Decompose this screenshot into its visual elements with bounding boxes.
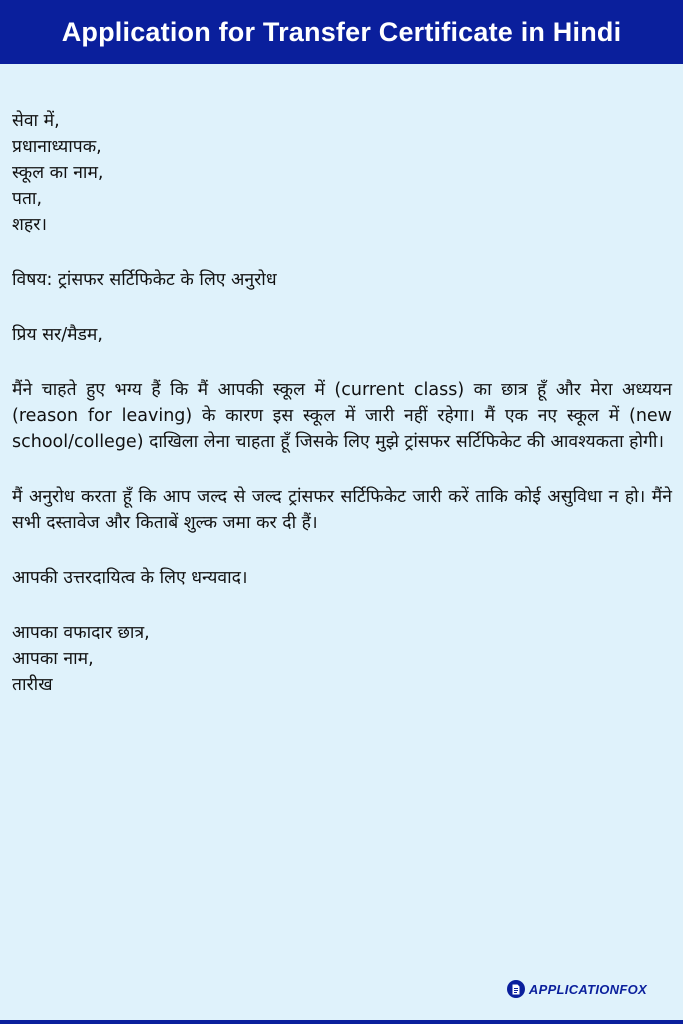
page-header — [0, 0, 683, 64]
letter-body — [12, 108, 672, 698]
closing-line: तारीख — [12, 675, 53, 695]
address-line: पता, — [12, 189, 43, 209]
salutation: प्रिय सर/मैडम, — [12, 325, 103, 345]
address-line: शहर। — [12, 215, 47, 235]
subject-line: विषय: ट्रांसफर सर्टिफिकेट के लिए अनुरोध — [12, 270, 277, 290]
closing-line: आपका वफादार छात्र, — [12, 623, 150, 643]
document-icon — [507, 980, 525, 998]
closing-block — [12, 620, 672, 698]
recipient-address — [12, 108, 672, 238]
address-line: प्रधानाध्यापक, — [12, 137, 102, 157]
closing-line: आपका नाम, — [12, 649, 94, 669]
address-line: स्कूल का नाम, — [12, 163, 104, 183]
page-title: Application for Transfer Certificate in Hindi — [61, 16, 622, 47]
body-paragraph-2: मैं अनुरोध करता हूँ कि आप जल्द से जल्द ट्रांसफर सर्टिफिकेट जारी करें ताकि कोई असुविधा न हो। मैंने सभी दस्तावेज और किताबें शुल्क जमा कर दी हैं। — [12, 487, 672, 533]
brand-logo — [507, 980, 647, 998]
body-paragraph-1: मैंने चाहते हुए भग्य हैं कि मैं आपकी स्कूल में (current class) का छात्र हूँ और मेरा अध्ययन (reason for leaving) के कारण इस स्कूल में जारी नहीं रहेगा। मैं एक नए स्कूल में (new school/college) दाखिला लेना चाहता हूँ जिसके लिए मुझे ट्रांसफर सर्टिफिकेट की आवश्यकता होगी। — [12, 380, 672, 452]
address-line: सेवा में, — [12, 111, 60, 131]
footer-bar — [0, 1020, 683, 1024]
thanks-line: आपकी उत्तरदायित्व के लिए धन्यवाद। — [12, 568, 248, 588]
brand-name: APPLICATIONFOX — [528, 981, 647, 997]
